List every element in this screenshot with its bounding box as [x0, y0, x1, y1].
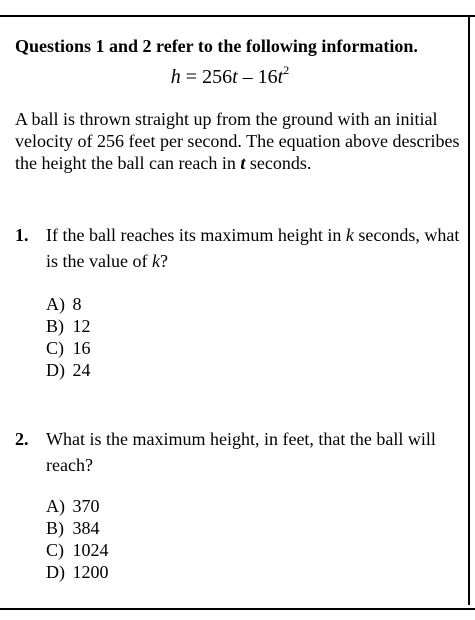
choice-letter: D)	[46, 562, 65, 582]
passage-part2: seconds.	[245, 153, 312, 173]
top-border	[0, 15, 475, 17]
question-1-number: 1.	[15, 225, 29, 245]
question-1-text-part2: seconds, what is the value of	[46, 225, 460, 271]
equation-t1: t	[232, 66, 238, 88]
choice-value: 1200	[72, 562, 109, 582]
passage-part1: A ball is thrown straight up from the ground with an initial velocity of 256 feet per second. The equation above describes the height the ball can reach in	[15, 109, 460, 173]
equation-exponent: 2	[283, 63, 290, 77]
question-1-text-part3: ?	[159, 251, 168, 271]
choice-letter: D)	[46, 360, 65, 380]
question-1-choices	[46, 293, 91, 381]
choice-value: 370	[72, 496, 100, 516]
choice-2a[interactable]	[46, 495, 109, 517]
choice-letter: B)	[46, 518, 64, 538]
passage-variable: t	[240, 153, 246, 173]
question-1-var2: k	[151, 251, 160, 271]
choice-letter: A)	[46, 496, 65, 516]
question-1	[15, 222, 465, 274]
choice-value: 24	[72, 360, 91, 380]
choice-value: 8	[72, 294, 82, 314]
choice-2b[interactable]	[46, 517, 109, 539]
equation-t2: t	[277, 66, 284, 88]
choice-value: 1024	[72, 540, 109, 560]
question-2	[15, 426, 465, 478]
height-equation	[0, 63, 460, 89]
question-1-text	[46, 222, 465, 274]
equation-equals: = 256	[180, 66, 233, 88]
choice-value: 384	[72, 518, 100, 538]
equation-minus: – 16	[237, 66, 278, 88]
info-header: Questions 1 and 2 refer to the following information.	[15, 36, 418, 56]
question-1-var1: k	[345, 225, 354, 245]
choice-1d[interactable]	[46, 359, 91, 381]
choice-value: 12	[72, 316, 91, 336]
choice-1c[interactable]	[46, 337, 91, 359]
bottom-border	[0, 608, 475, 610]
question-1-text-part1: If the ball reaches its maximum height in	[46, 225, 346, 245]
choice-2c[interactable]	[46, 539, 109, 561]
choice-letter: C)	[46, 540, 64, 560]
question-2-choices	[46, 495, 109, 583]
choice-letter: C)	[46, 338, 64, 358]
choice-1b[interactable]	[46, 315, 91, 337]
passage-text	[15, 108, 460, 174]
equation-lhs: h	[170, 66, 181, 88]
right-border	[468, 15, 470, 605]
choice-letter: A)	[46, 294, 65, 314]
choice-letter: B)	[46, 316, 64, 336]
question-2-number: 2.	[15, 429, 29, 449]
question-2-text: What is the maximum height, in feet, that the ball will reach?	[46, 429, 436, 475]
choice-2d[interactable]	[46, 561, 109, 583]
choice-value: 16	[72, 338, 91, 358]
choice-1a[interactable]	[46, 293, 91, 315]
